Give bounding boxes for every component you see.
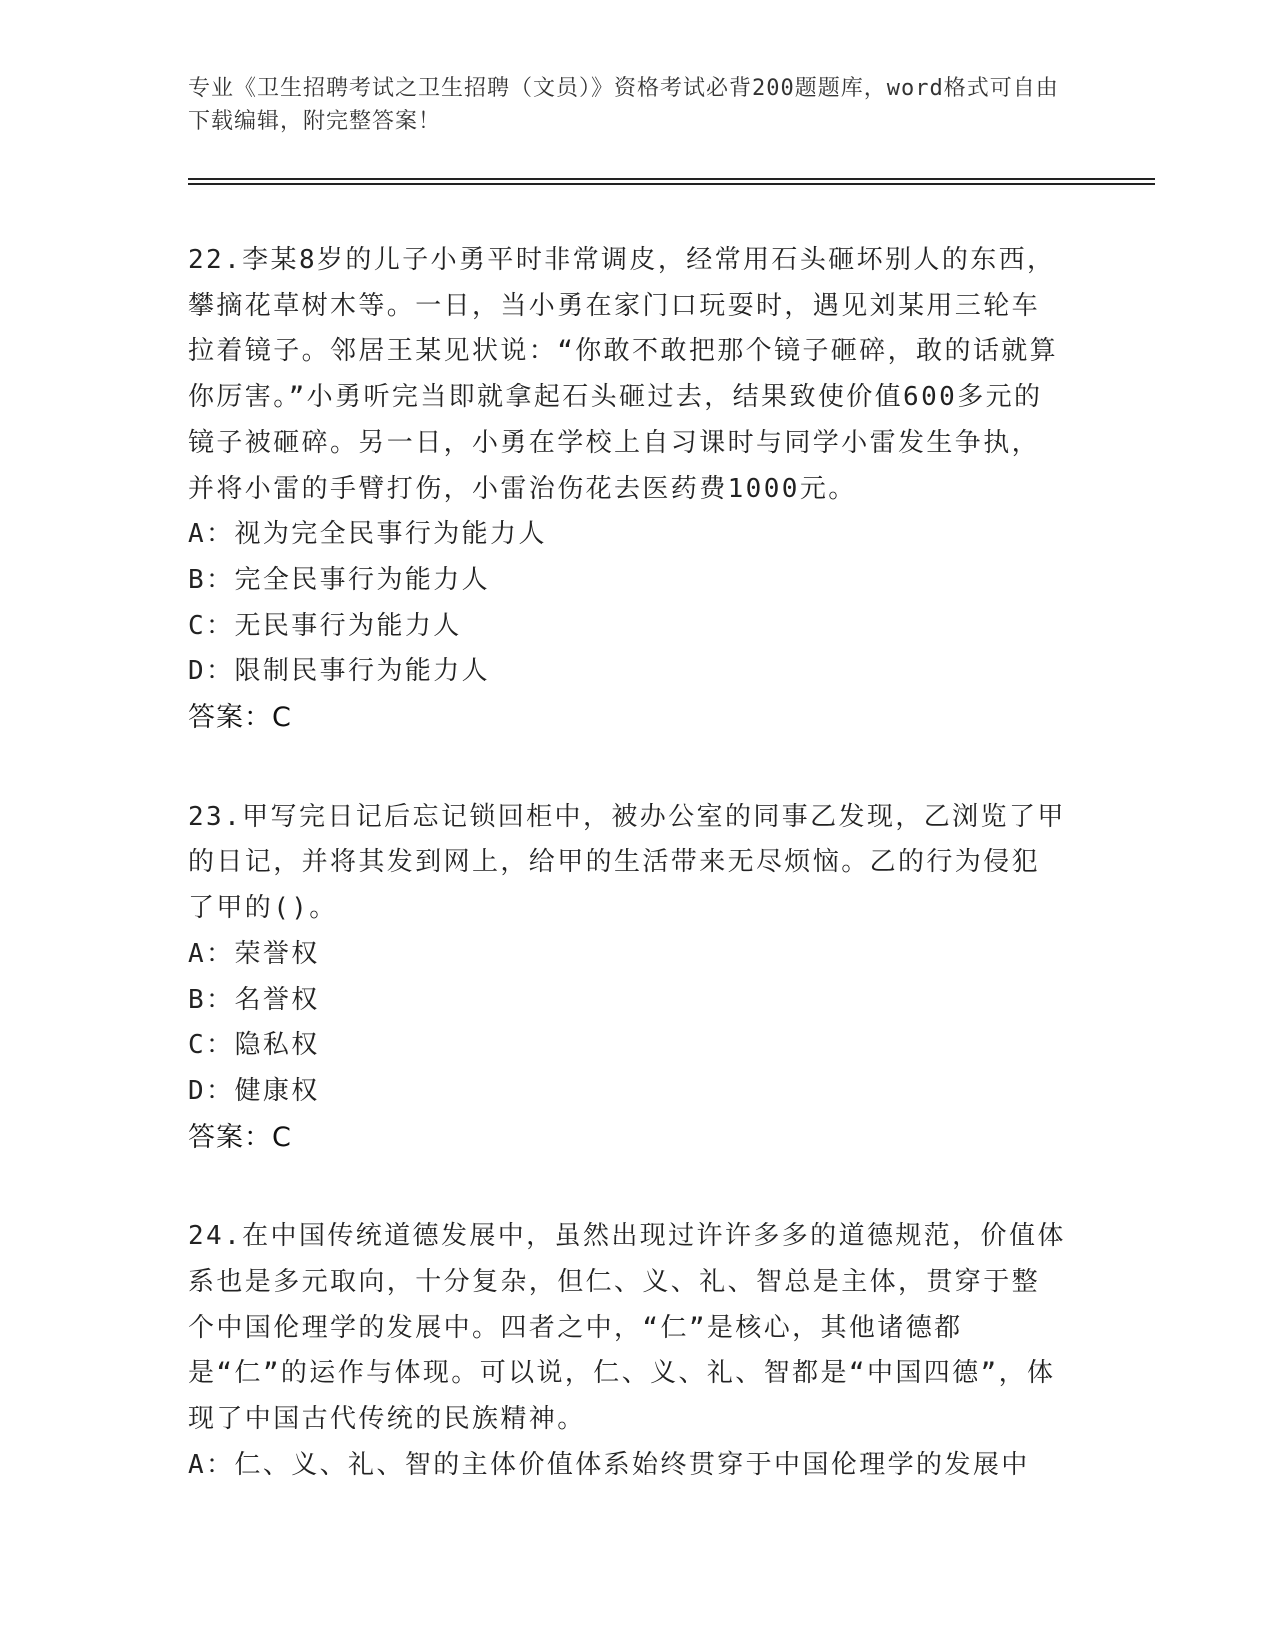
option-a: A：仁、义、礼、智的主体价值体系始终贯穿于中国伦理学的发展中 [188, 1449, 1030, 1480]
question-stem: 24.在中国传统道德发展中，虽然出现过许许多多的道德规范，价值体系也是多元取向，十分复杂，但仁、义、礼、智总是主体，贯穿于整个中国伦理学的发展中。四者之中，“仁”是核心，其他诸德都是“仁”的运作与体现。可以说，仁、义、礼、智都是“中国四德”，体现了中国古代传统的民族精神。 [188, 1221, 1066, 1435]
answer: 答案：C [188, 1121, 292, 1153]
question-23 [188, 795, 1068, 1161]
option-c: C：无民事行为能力人 [188, 610, 462, 641]
answer: 答案：C [188, 702, 292, 734]
question-22 [188, 238, 1068, 741]
option-b: B：名誉权 [188, 984, 320, 1015]
option-a: A：荣誉权 [188, 938, 320, 969]
question-list [188, 238, 1068, 1543]
header-rule-bottom [188, 183, 1155, 185]
question-24 [188, 1214, 1068, 1488]
question-stem: 22.李某8岁的儿子小勇平时非常调皮，经常用石头砸坏别人的东西，攀摘花草树木等。一日，当小勇在家门口玩耍时，遇见刘某用三轮车拉着镜子。邻居王某见状说：“你敢不敢把那个镜子砸碎，敢的话就算你厉害。”小勇听完当即就拿起石头砸过去，结果致使价值600多元的镜子被砸碎。另一日，小勇在学校上自习课时与同学小雷发生争执，并将小雷的手臂打伤，小雷治伤花去医药费1000元。 [188, 245, 1059, 504]
document-header: 专业《卫生招聘考试之卫生招聘（文员）》资格考试必背200题题库，word格式可自由下载编辑，附完整答案！ [188, 76, 1059, 134]
option-b: B：完全民事行为能力人 [188, 564, 491, 595]
question-stem: 23.甲写完日记后忘记锁回柜中，被办公室的同事乙发现，乙浏览了甲的日记，并将其发到网上，给甲的生活带来无尽烦恼。乙的行为侵犯了甲的()。 [188, 801, 1066, 924]
option-a: A：视为完全民事行为能力人 [188, 519, 547, 550]
option-c: C：隐私权 [188, 1030, 320, 1061]
header-rule-top [188, 178, 1155, 180]
option-d: D：健康权 [188, 1075, 320, 1106]
option-d: D：限制民事行为能力人 [188, 656, 491, 687]
